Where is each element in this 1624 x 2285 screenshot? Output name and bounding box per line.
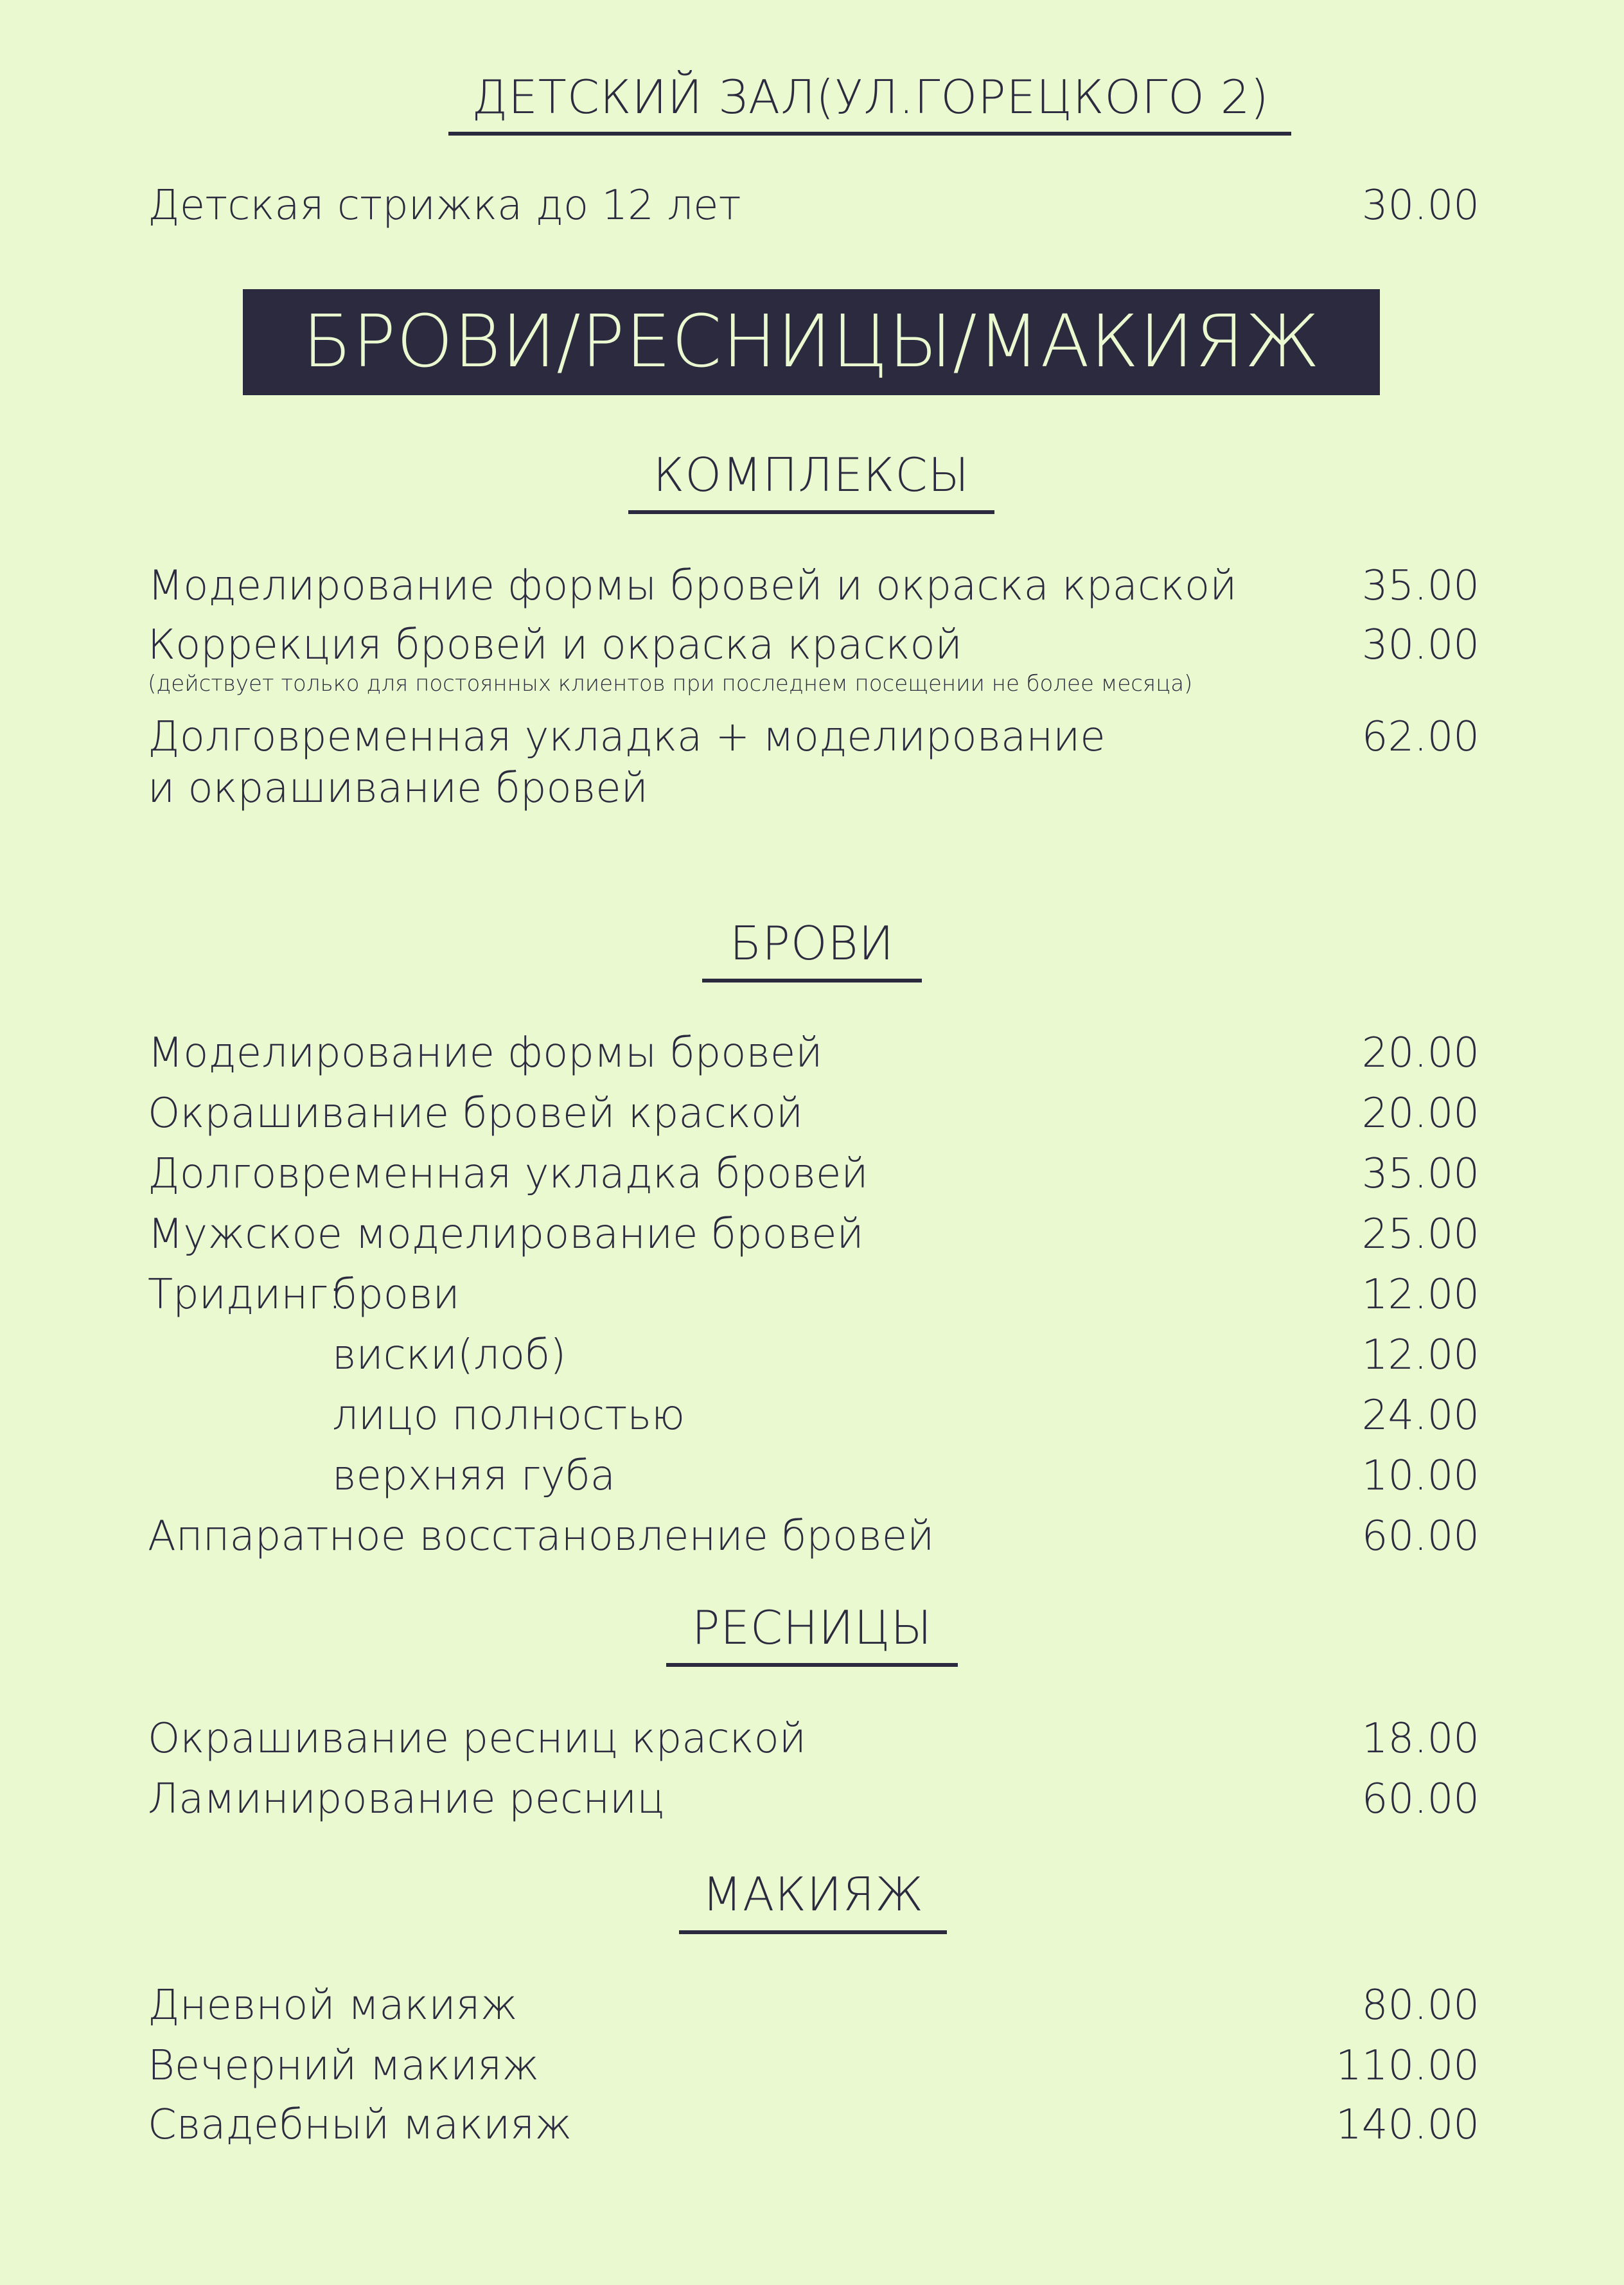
brows-item-name: Аппаратное восстановление бровей	[148, 1513, 935, 1560]
complexes-item-price: 62.00	[1361, 713, 1479, 761]
threading-label: Тридинг:	[148, 1271, 342, 1319]
lashes-item-name: Окрашивание ресниц краской	[148, 1715, 806, 1763]
makeup-section-underline	[679, 1930, 947, 1934]
lashes-section-underline	[666, 1663, 958, 1667]
lashes-item-price: 18.00	[1361, 1715, 1479, 1763]
lashes-section-title: РЕСНИЦЫ	[691, 1601, 933, 1655]
kids-item-price: 30.00	[1361, 182, 1479, 229]
brows-item-name: виски(лоб)	[332, 1331, 567, 1379]
brows-item-price: 60.00	[1361, 1513, 1479, 1560]
complexes-item-name-line2: и окрашивание бровей	[148, 765, 648, 812]
brows-item-name: Мужское моделирование бровей	[148, 1211, 864, 1258]
brows-item-price: 35.00	[1361, 1150, 1479, 1198]
lashes-item-price: 60.00	[1361, 1775, 1479, 1823]
brows-item-name: Долговременная укладка бровей	[148, 1150, 869, 1198]
makeup-item-price: 140.00	[1336, 2101, 1479, 2149]
complexes-section-title: КОМПЛЕКСЫ	[653, 448, 970, 502]
makeup-item-name: Свадебный макияж	[148, 2101, 572, 2149]
brows-item-price: 24.00	[1361, 1392, 1479, 1439]
brows-item-name: Окрашивание бровей краской	[148, 1090, 804, 1137]
brows-item-price: 20.00	[1361, 1029, 1479, 1077]
makeup-item-name: Вечерний макияж	[148, 2042, 540, 2090]
category-banner: БРОВИ/РЕСНИЦЫ/МАКИЯЖ	[243, 289, 1380, 395]
kids-section-title: ДЕТСКИЙ ЗАЛ(УЛ.ГОРЕЦКОГО 2)	[472, 70, 1269, 124]
complexes-item-price: 35.00	[1361, 562, 1479, 610]
complexes-item-name-line1: Долговременная укладка + моделирование	[148, 713, 1106, 761]
brows-item-price: 12.00	[1361, 1271, 1479, 1319]
brows-item-name: брови	[332, 1271, 460, 1319]
makeup-item-price: 80.00	[1361, 1982, 1479, 2029]
complexes-item-price: 30.00	[1361, 621, 1479, 669]
brows-item-name: Моделирование формы бровей	[148, 1029, 823, 1077]
brows-item-price: 20.00	[1361, 1090, 1479, 1137]
lashes-item-name: Ламинирование ресниц	[148, 1775, 665, 1823]
makeup-section-title: МАКИЯЖ	[702, 1867, 924, 1921]
brows-section-underline	[702, 979, 922, 982]
complexes-item-note: (действует только для постоянных клиентов при последнем посещении не более месяца)	[148, 671, 1193, 697]
complexes-section-underline	[628, 510, 994, 514]
makeup-item-price: 110.00	[1336, 2042, 1479, 2090]
brows-item-price: 25.00	[1361, 1211, 1479, 1258]
brows-section-title: БРОВИ	[730, 916, 894, 970]
complexes-item-name: Коррекция бровей и окраска краской	[148, 621, 962, 669]
brows-item-name: лицо полностью	[332, 1392, 685, 1439]
kids-section-underline	[448, 132, 1291, 136]
brows-item-price: 12.00	[1361, 1331, 1479, 1379]
complexes-item-name: Моделирование формы бровей и окраска краской	[148, 562, 1237, 610]
makeup-item-name: Дневной макияж	[148, 1982, 518, 2029]
kids-item-name: Детская стрижка до 12 лет	[148, 182, 741, 229]
brows-item-name: верхняя губа	[332, 1452, 615, 1500]
brows-item-price: 10.00	[1361, 1452, 1479, 1500]
